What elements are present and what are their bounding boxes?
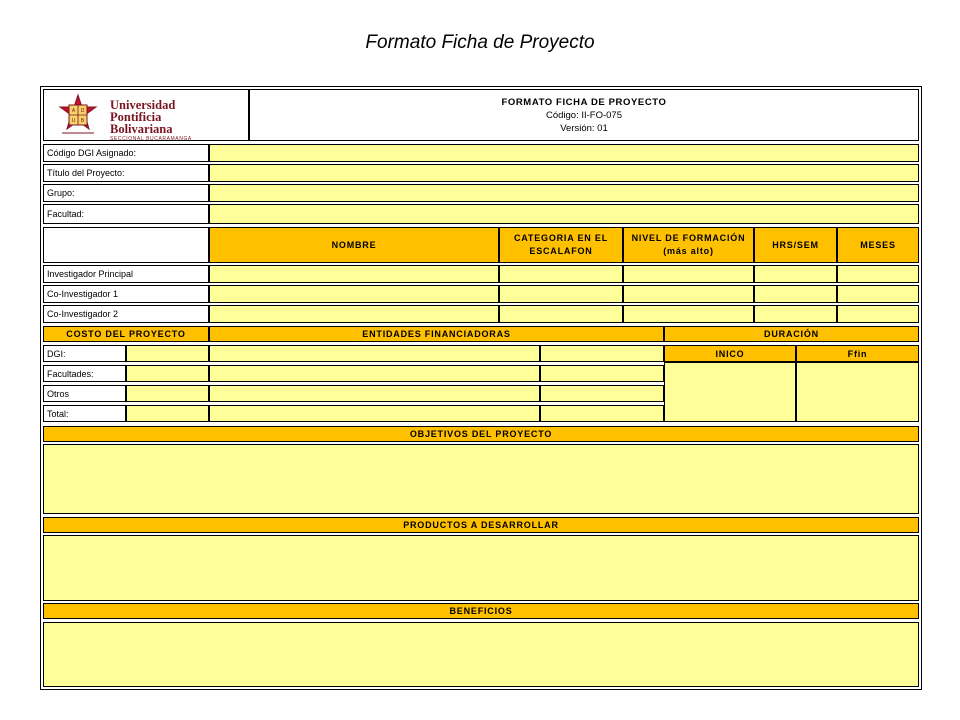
beneficios-input[interactable] xyxy=(43,622,919,687)
co-investigador-1-hrs[interactable] xyxy=(754,285,837,303)
co-investigador-1-label: Co-Investigador 1 xyxy=(43,285,209,303)
titulo-label: Título del Proyecto: xyxy=(43,164,209,182)
objetivos-input[interactable] xyxy=(43,444,919,514)
logo-line-2: Pontificia xyxy=(110,110,162,124)
col-nombre: NOMBRE xyxy=(209,227,499,263)
codigo-input[interactable] xyxy=(209,144,919,162)
co-investigador-2-nivel[interactable] xyxy=(623,305,754,323)
titulo-input[interactable] xyxy=(209,164,919,182)
facultades-label: Facultades: xyxy=(43,365,126,382)
dgi-entidad-input[interactable] xyxy=(209,345,540,362)
total-entidad-input[interactable] xyxy=(209,405,540,422)
productos-header: PRODUCTOS A DESARROLLAR xyxy=(43,517,919,533)
total-label: Total: xyxy=(43,405,126,422)
dgi-valor-input[interactable] xyxy=(540,345,664,362)
team-header-blank xyxy=(43,227,209,263)
investigador-principal-nombre[interactable] xyxy=(209,265,499,283)
objetivos-header: OBJETIVOS DEL PROYECTO xyxy=(43,426,919,442)
university-logo xyxy=(43,89,249,141)
grupo-label: Grupo: xyxy=(43,184,209,202)
col-nivel xyxy=(623,227,754,263)
page-title: Formato Ficha de Proyecto xyxy=(365,32,595,53)
col-categoria-line1: CATEGORIA EN EL xyxy=(513,233,608,243)
form-version: Versión: 01 xyxy=(560,122,608,134)
beneficios-header: BENEFICIOS xyxy=(43,603,919,619)
inicio-header: INICO xyxy=(664,345,796,362)
co-investigador-1-meses[interactable] xyxy=(837,285,919,303)
col-nivel-line1: NIVEL DE FORMACIÓN xyxy=(631,233,746,243)
co-investigador-1-nombre[interactable] xyxy=(209,285,499,303)
costo-header: COSTO DEL PROYECTO xyxy=(43,326,209,342)
dgi-costo-input[interactable] xyxy=(126,345,209,362)
form-code: Código: II-FO-075 xyxy=(545,109,623,121)
co-investigador-2-label: Co-Investigador 2 xyxy=(43,305,209,323)
form-title: FORMATO FICHA DE PROYECTO xyxy=(501,96,667,108)
investigador-principal-nivel[interactable] xyxy=(623,265,754,283)
dgi-label: DGI: xyxy=(43,345,126,362)
co-investigador-1-categoria[interactable] xyxy=(499,285,623,303)
investigador-principal-hrs[interactable] xyxy=(754,265,837,283)
svg-text:A: A xyxy=(71,108,76,114)
facultad-label: Facultad: xyxy=(43,204,209,224)
svg-text:B: B xyxy=(80,118,85,124)
logo-line-3: Bolivariana xyxy=(110,122,173,136)
logo-subline: SECCIONAL BUCARAMANGA xyxy=(110,136,192,142)
col-hrs: HRS/SEM xyxy=(754,227,837,263)
fin-input[interactable] xyxy=(796,362,919,422)
inicio-input[interactable] xyxy=(664,362,796,422)
fin-header: Ffin xyxy=(796,345,919,362)
logo-line-1: Universidad xyxy=(110,98,176,112)
codigo-label: Código DGI Asignado: xyxy=(43,144,209,162)
col-categoria xyxy=(499,227,623,263)
entidades-header: ENTIDADES FINANCIADORAS xyxy=(209,326,664,342)
university-shield-icon xyxy=(52,93,104,139)
investigador-principal-categoria[interactable] xyxy=(499,265,623,283)
otros-costo-input[interactable] xyxy=(126,385,209,402)
otros-entidad-input[interactable] xyxy=(209,385,540,402)
total-valor-input[interactable] xyxy=(540,405,664,422)
co-investigador-2-hrs[interactable] xyxy=(754,305,837,323)
grupo-input[interactable] xyxy=(209,184,919,202)
col-nivel-line2: (más alto) xyxy=(663,246,714,256)
co-investigador-2-nombre[interactable] xyxy=(209,305,499,323)
svg-text:U: U xyxy=(71,118,76,124)
duracion-header: DURACIÓN xyxy=(664,326,919,342)
logo-wordmark xyxy=(110,99,175,135)
facultad-input[interactable] xyxy=(209,204,919,224)
investigador-principal-label: Investigador Principal xyxy=(43,265,209,283)
co-investigador-1-nivel[interactable] xyxy=(623,285,754,303)
facultades-costo-input[interactable] xyxy=(126,365,209,382)
project-form-sheet xyxy=(40,86,922,690)
form-header xyxy=(249,89,919,141)
productos-input[interactable] xyxy=(43,535,919,601)
col-categoria-line2: ESCALAFON xyxy=(529,246,593,256)
co-investigador-2-meses[interactable] xyxy=(837,305,919,323)
co-investigador-2-categoria[interactable] xyxy=(499,305,623,323)
otros-label: Otros xyxy=(43,385,126,402)
otros-valor-input[interactable] xyxy=(540,385,664,402)
svg-text:Ω: Ω xyxy=(80,108,85,114)
facultades-entidad-input[interactable] xyxy=(209,365,540,382)
total-costo-input[interactable] xyxy=(126,405,209,422)
investigador-principal-meses[interactable] xyxy=(837,265,919,283)
col-meses: MESES xyxy=(837,227,919,263)
facultades-valor-input[interactable] xyxy=(540,365,664,382)
